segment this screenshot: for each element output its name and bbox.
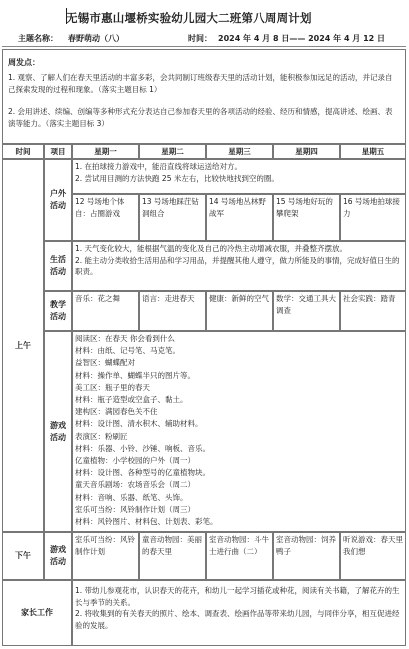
game-line: 材料：设计图、各种型号的亿童植物块。 — [75, 468, 210, 478]
game-line: 材料：音响、乐器、纸笔、头饰。 — [75, 492, 188, 502]
pm-game-label: 游戏活动 — [44, 532, 72, 580]
life-note-1: 1. 天气变化较大，能根据气温的变化及自己的冷热主动增减衣服，并叠整齐摆放。 — [75, 244, 348, 253]
game-line: 材料：乐器、小铃、沙锤、响板、音乐。 — [75, 443, 210, 453]
game-line: 材料：设计图、清水积木、辅助材料。 — [75, 419, 203, 429]
game-label: 游戏活动 — [44, 331, 72, 532]
teaching-wednesday: 健康：新鲜的空气 — [206, 291, 273, 331]
teaching-monday: 音乐：花之舞 — [72, 291, 139, 331]
afternoon-label: 下午 — [2, 532, 44, 580]
life-notes — [72, 241, 406, 291]
outdoor-monday: 12 号场地个体自：占圈游戏 — [72, 194, 139, 241]
game-line: 材料：由纸、记号笔、马克笔。 — [75, 346, 180, 356]
outdoor-tuesday: 13 号场地踩茳钻洞组合 — [139, 194, 206, 241]
game-line: 益智区：蝴蝶配对 — [75, 358, 135, 368]
outdoor-thursday: 15 号场地好玩的攀爬架 — [273, 194, 340, 241]
game-line: 材料：操作单、蝴蝶半只的图片等。 — [75, 370, 195, 380]
game-line: 材料：风铃图片、材料包、计划表、彩笔。 — [75, 517, 218, 527]
morning-label: 上午 — [2, 159, 44, 532]
theme-label: 主题名称： — [18, 34, 58, 43]
column-header-monday: 星期一 — [72, 144, 139, 159]
game-line: 表演区：粉刷匠 — [75, 431, 128, 441]
pm-game-tuesday: 童音动物园：美丽的春天里 — [139, 532, 206, 580]
pm-game-wednesday: 室音动物园：斗牛士进行曲（二） — [206, 532, 273, 580]
family-note-1: 1. 带幼儿参观花市，认识春天的花卉，和幼儿一起学习插花或种花，阅读有关书籍，了解花卉的生长与季节的关系。 — [75, 586, 400, 607]
game-line: 美工区：瓶子里的春天 — [75, 382, 150, 392]
outdoor-wednesday: 14 号场地丛林野战军 — [206, 194, 273, 241]
time-label: 时间： — [188, 34, 212, 43]
game-line: 材料：瓶子造型或空盒子、黏土。 — [75, 395, 188, 405]
game-line: 建构区：满园春色关不住 — [75, 407, 158, 417]
life-label: 生活活动 — [44, 241, 72, 291]
outdoor-friday: 16 号场地拍球接力 — [340, 194, 406, 241]
focus-line-2: 2. 会用讲述、续编、创编等多种形式充分表达自己参加春天里的各项活动的经验、经历和情感，提高讲述、绘画、表演等能力。（落实主题目标 3） — [8, 107, 393, 128]
page-title: 无锡市惠山堰桥实验幼儿园大二班第八周周计划 — [66, 11, 312, 25]
column-header-tuesday: 星期二 — [139, 144, 206, 159]
game-line: 室乐可当纷：风铃制作计划（周三） — [75, 504, 195, 514]
family-note-2: 2. 将收集到的有关春天的照片、绘本、调查表、绘画作品等带来幼儿园，与同伴分享，相互促进经验的发展。 — [75, 609, 400, 630]
focus-box — [2, 49, 406, 144]
theme-value: 春野萌动（八） — [68, 34, 124, 43]
column-header-time: 时间 — [2, 144, 44, 159]
game-line: 童天音乐剧场：农场音乐会（周二） — [75, 480, 195, 490]
game-line: 亿童植物：小学校园的户外（周一） — [75, 456, 195, 466]
time-value: 2024 年 4 月 8 日—— 2024 年 4 月 12 日 — [218, 34, 385, 43]
outdoor-note-2: 2. 尝试用目测的方法快跑 25 米左右，比较快地找到空的圈。 — [75, 173, 279, 183]
focus-line-1: 1. 观察、了解人们在春天里活动的丰富多彩，会共同制订班级春天里的活动计划，能积极参加远足的活动，并记录自己探索发现的过程和现象。（落实主题目标 1） — [8, 73, 393, 94]
life-note-2: 2. 能主动分类收拾生活用品和学习用品，并提醒其他人遵守，做力所能及的事情，完成好值日生的职责。 — [75, 255, 400, 276]
game-line: 阅读区：在春天 你会看到什么 — [75, 334, 175, 343]
teaching-friday: 社会实践：踏青 — [340, 291, 406, 331]
family-label: 家长工作 — [2, 580, 72, 646]
focus-heading: 周发点： — [8, 58, 40, 67]
outdoor-label: 户外活动 — [44, 159, 72, 241]
outdoor-note-1: 1. 在拍球接力游戏中，能沿直线将球运送给对方。 — [75, 162, 243, 171]
header-divider — [2, 46, 406, 47]
column-header-wednesday: 星期三 — [206, 144, 273, 159]
column-header-item: 项目 — [44, 144, 72, 159]
column-header-thursday: 星期四 — [273, 144, 340, 159]
game-list — [72, 331, 406, 532]
pm-game-friday: 听说游戏：春天里我们想 — [340, 532, 406, 580]
pm-game-thursday: 室音动物园：饲养鸭子 — [273, 532, 340, 580]
column-header-friday: 星期五 — [340, 144, 406, 159]
teaching-thursday: 数学：交通工具大调查 — [273, 291, 340, 331]
outdoor-notes — [72, 159, 406, 194]
pm-game-monday: 室乐可当纷：风铃制作计划 — [72, 532, 139, 580]
teaching-label: 教学活动 — [44, 291, 72, 331]
family-notes — [72, 580, 406, 646]
teaching-tuesday: 语言：走进春天 — [139, 291, 206, 331]
